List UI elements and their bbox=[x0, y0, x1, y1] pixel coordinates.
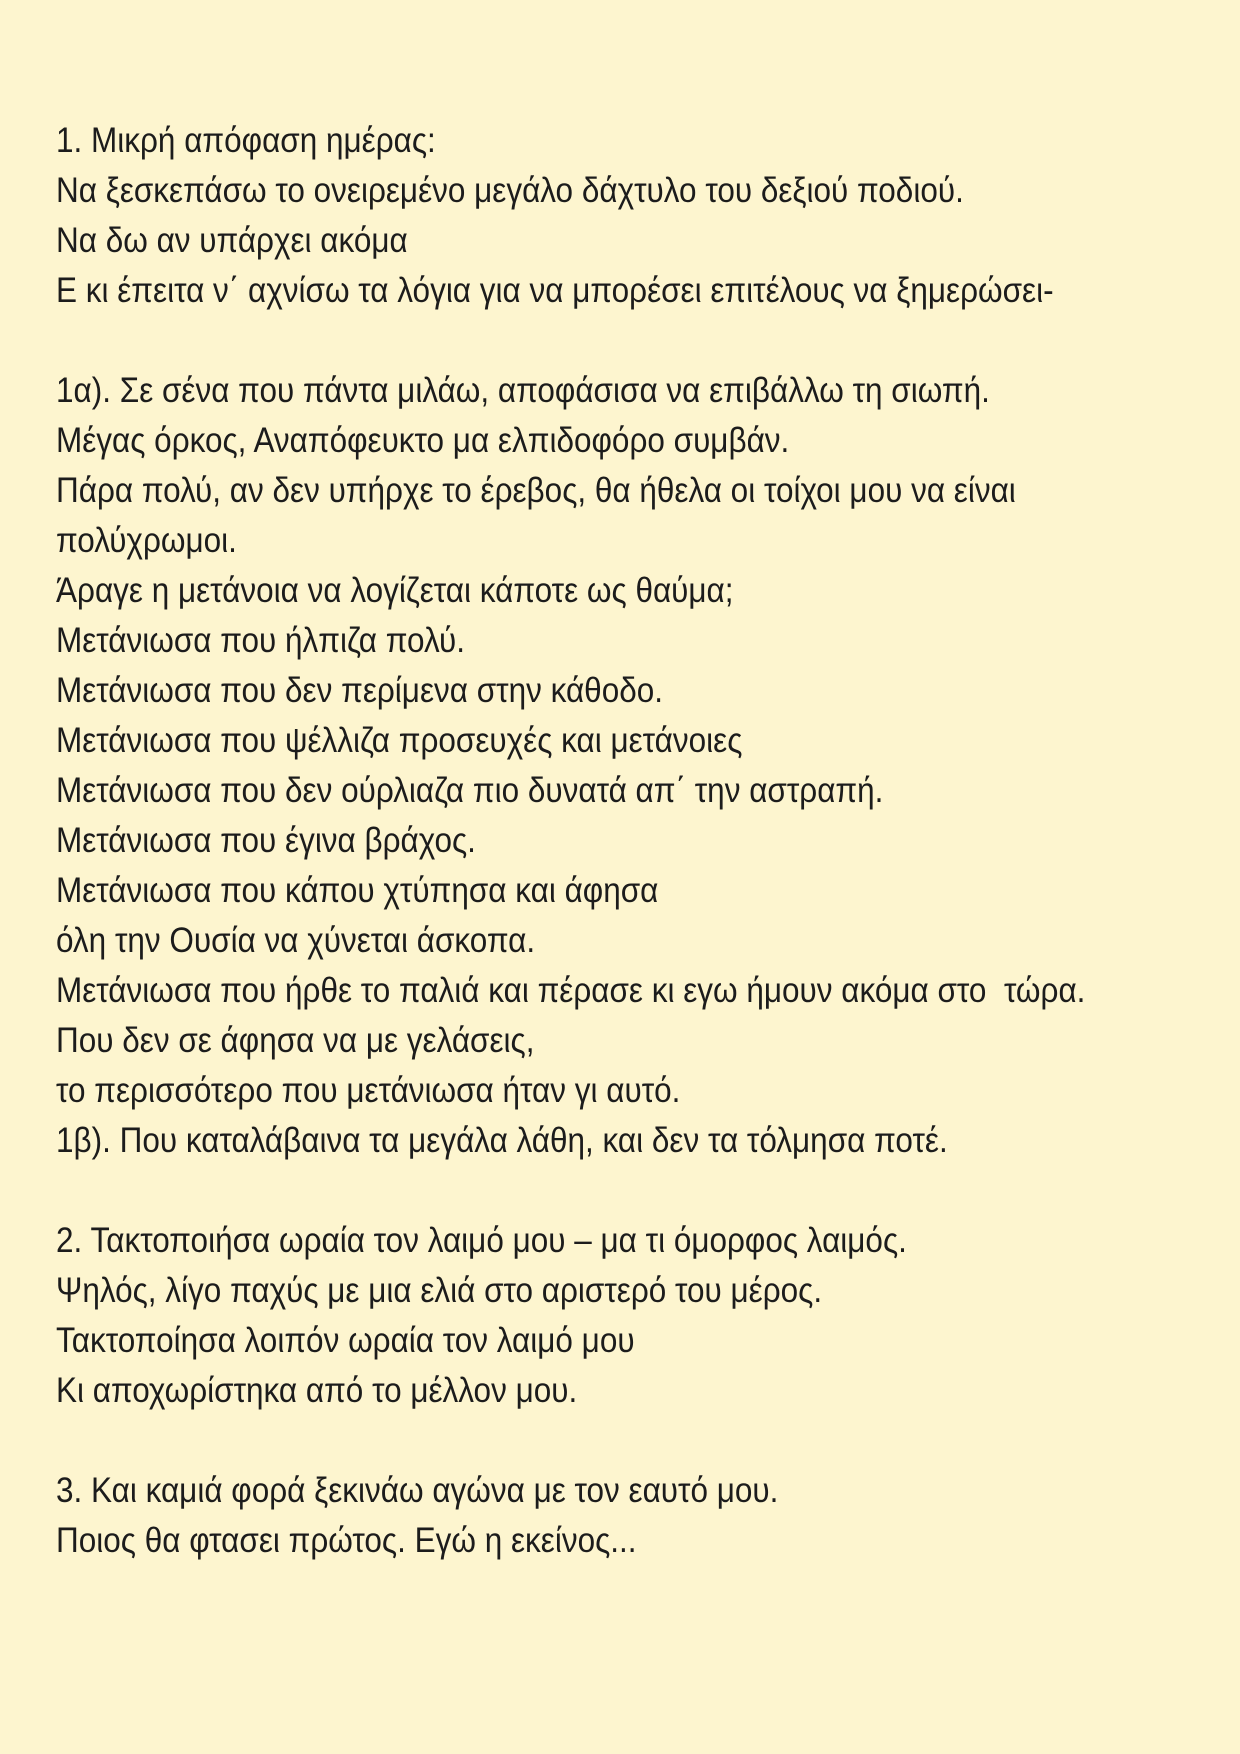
blank-line bbox=[56, 1416, 1109, 1466]
blank-line bbox=[56, 316, 1109, 366]
text-line: Μέγας όρκος, Αναπόφευκτο μα ελπιδοφόρο συμβάν. bbox=[56, 421, 790, 460]
text-line: 1α). Σε σένα που πάντα μιλάω, αποφάσισα να επιβάλλω τη σιωπή. bbox=[56, 371, 990, 410]
text-line: 1. Μικρή απόφαση ημέρας: bbox=[56, 121, 436, 160]
text-line: 1β). Που καταλάβαινα τα μεγάλα λάθη, και δεν τα τόλμησα ποτέ. bbox=[56, 1121, 948, 1160]
text-line: Που δεν σε άφησα να με γελάσεις, bbox=[56, 1021, 535, 1060]
text-line: Να ξεσκεπάσω το ονειρεμένο μεγάλο δάχτυλο του δεξιού ποδιού. bbox=[56, 171, 964, 210]
blank-line bbox=[56, 1166, 1109, 1216]
text-line: Άραγε η μετάνοια να λογίζεται κάποτε ως θαύμα; bbox=[56, 571, 734, 610]
text-line: Κι αποχωρίστηκα από το μέλλον μου. bbox=[56, 1371, 578, 1410]
text-line: Μετάνιωσα που έγινα βράχος. bbox=[56, 821, 476, 860]
text-line: 3. Και καμιά φορά ξεκινάω αγώνα με τον εαυτό μου. bbox=[56, 1471, 779, 1510]
text-line: πολύχρωμοι. bbox=[56, 521, 237, 560]
text-line: Πάρα πολύ, αν δεν υπήρχε το έρεβος, θα ήθελα οι τοίχοι μου να είναι bbox=[56, 471, 1016, 510]
text-line: όλη την Ουσία να χύνεται άσκοπα. bbox=[56, 921, 536, 960]
text-line: Ψηλός, λίγο παχύς με μια ελιά στο αριστερό του μέρος. bbox=[56, 1271, 823, 1310]
text-line: Μετάνιωσα που δεν περίμενα στην κάθοδο. bbox=[56, 671, 664, 710]
text-line: Τακτοποίησα λοιπόν ωραία τον λαιμό μου bbox=[56, 1321, 635, 1360]
text-line: το περισσότερο που μετάνιωσα ήταν γι αυτό. bbox=[56, 1071, 681, 1110]
text-line: 2. Τακτοποιήσα ωραία τον λαιμό μου – μα τι όμορφος λαιμός. bbox=[56, 1221, 907, 1260]
text-line: Μετάνιωσα που ήλπιζα πολύ. bbox=[56, 621, 465, 660]
text-line: Ε κι έπειτα ν΄ αχνίσω τα λόγια για να μπορέσει επιτέλους να ξημερώσει- bbox=[56, 271, 1054, 310]
text-line: Μετάνιωσα που ήρθε το παλιά και πέρασε κι εγω ήμουν ακόμα στο τώρα. bbox=[56, 971, 1086, 1010]
document-body bbox=[56, 116, 1109, 1566]
text-line: Μετάνιωσα που κάπου χτύπησα και άφησα bbox=[56, 871, 659, 910]
text-line: Ποιος θα φτασει πρώτος. Εγώ η εκείνος... bbox=[56, 1521, 637, 1560]
text-line: Μετάνιωσα που ψέλλιζα προσευχές και μετάνοιες bbox=[56, 721, 743, 760]
text-line: Μετάνιωσα που δεν ούρλιαζα πιο δυνατά απ΄ την αστραπή. bbox=[56, 771, 884, 810]
text-line: Να δω αν υπάρχει ακόμα bbox=[56, 221, 408, 260]
